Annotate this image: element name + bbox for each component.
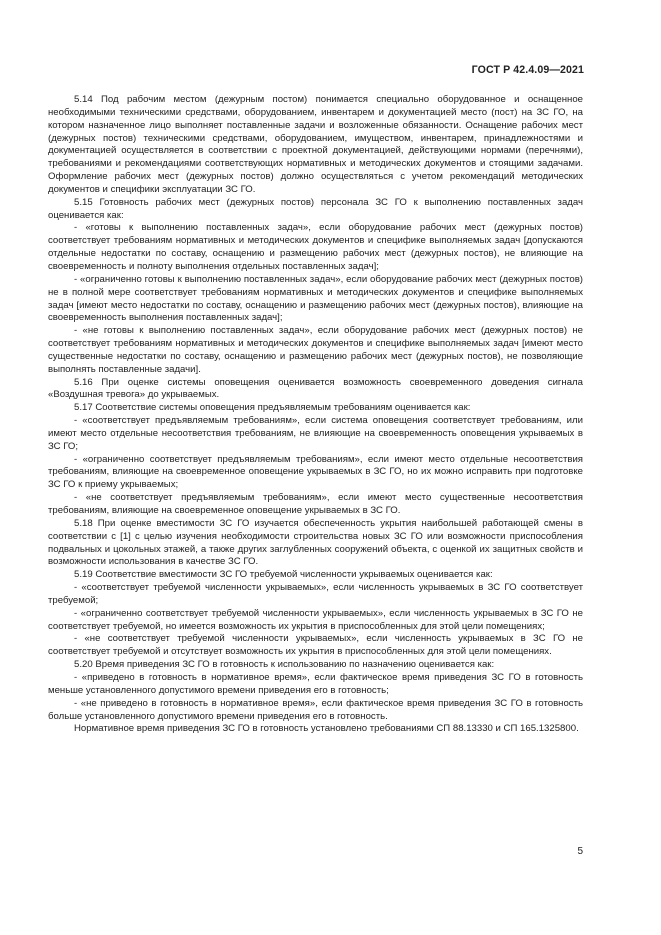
paragraph-normative-time: Нормативное время приведения ЗС ГО в готовность установлено требованиями СП 88.13330 и СП 165.1325800. — [74, 723, 579, 735]
list-item-time-late: - «не приведено в готовность в нормативное время», если фактическое время приведения ЗС ГО в готовность больше установленного допустимого времени приведения его в готовность. — [48, 697, 583, 722]
paragraph-5-19: 5.19 Соответствие вместимости ЗС ГО требуемой численности укрываемых оценивается как: — [74, 569, 493, 581]
list-item-alert-noncompliant: - «не соответствует предъявляемым требованиям», если имеют место существенные несоответствия требованиям, влияющие на своевременное оповещение укрываемых в ЗС ГО. — [48, 492, 583, 516]
document-body — [48, 94, 583, 736]
paragraph-5-17: 5.17 Соответствие системы оповещения предъявляемым требованиям оценивается как: — [74, 402, 471, 414]
list-item-capacity-limited: - «ограниченно соответствует требуемой численности укрываемых», если численность укрываемых в ЗС ГО не соответствует требуемой, но имеется возможность их укрытия в приспособленных для этой цели помещениях; — [48, 607, 583, 632]
paragraph-5-20: 5.20 Время приведения ЗС ГО в готовность к использованию по назначению оценивается как: — [74, 659, 495, 671]
list-item-capacity-noncompliant: - «не соответствует требуемой численности укрываемых», если численность укрываемых в ЗС ГО не соответствует требуемой и отсутствует возможность их укрытия в приспособленных для этой цели помещениях. — [48, 633, 583, 658]
list-item-capacity-compliant: - «соответствует требуемой численности укрываемых», если численность укрываемых в ЗС ГО соответствует требуемой; — [48, 582, 583, 606]
paragraph-5-16: 5.16 При оценке системы оповещения оценивается возможность своевременного доведения сигнала «Воздушная тревога» до укрываемых. — [48, 376, 583, 401]
list-item-alert-compliant: - «соответствует предъявляемым требованиям», если система оповещения соответствует требованиям, или имеют место отдельные несоответствия требованиям, не влияющие на своевременность оповещения укрываемых в ЗС ГО; — [48, 415, 583, 452]
page-number: 5 — [577, 846, 583, 857]
list-item-not-ready: - «не готовы к выполнению поставленных задач», если оборудование рабочих мест (дежурных постов) не соответствует требованиям нормативных и методических документов и специфике выполняемых задач [имеют место существенные недостатки по составу, оснащению и размещению рабочих мест (дежурных постов), не позволяющие выполнять поставленные задачи]. — [48, 325, 583, 375]
list-item-time-ok: - «приведено в готовность в нормативное время», если фактическое время приведения ЗС ГО в готовность меньше установленного допустимого времени приведения его в готовность; — [48, 671, 583, 696]
list-item-ready: - «готовы к выполнению поставленных задач», если оборудование рабочих мест (дежурных постов) соответствует требованиям нормативных и методических документов и специфике выполняемых задач [допускаются отдельные недостатки по составу, оснащению и размещению рабочих мест (дежурных постов), не влияющие на своевременность и полноту выполнения отдельных поставленных задач]; — [48, 222, 583, 272]
document-code-header: ГОСТ Р 42.4.09—2021 — [471, 64, 584, 76]
paragraph-5-14: 5.14 Под рабочим местом (дежурным постом) понимается специально оборудованное и оснащенное необходимыми техническими средствами, оборудованием, инвентарем и документацией место (пост) на ЗС ГО, на котором назначенное лицо выполняет поставленные задачи и возложенные обязанности. Оснащение рабочих мест (дежурных постов) техническими средствами, оборудованием, имуществом, инвентарем, принадлежностями и документацией осуществляется в соответствии с проектной документацией, действующими нормами (перечнями), требованиями и рекомендациями соответствующих нормативных и методических документов и стоящими задачами. Оформление рабочих мест (дежурных постов) должно осуществляться с учетом рекомендаций методических документов и специфики эксплуатации ЗС ГО. — [48, 94, 583, 195]
list-item-alert-limited: - «ограниченно соответствует предъявляемым требованиям», если имеют место отдельные несоответствия требованиям, влияющие на своевременное оповещение укрываемых в ЗС ГО, но их можно исправить при подготовке ЗС ГО к приему укрываемых; — [48, 453, 583, 491]
paragraph-5-15: 5.15 Готовность рабочих мест (дежурных постов) персонала ЗС ГО к выполнению поставленных задач оценивается как: — [48, 196, 583, 221]
paragraph-5-18: 5.18 При оценке вместимости ЗС ГО изучается обеспеченность укрытия наибольшей работающей смены в соответствии с [1] с целью изучения необходимости строительства новых ЗС ГО или возможности приспособления подвальных и цокольных этажей, а также других заглубленных сооружений объекта, с оценкой их защитных свойств и возможности использования в качестве ЗС ГО. — [48, 517, 583, 568]
list-item-limited-ready: - «ограниченно готовы к выполнению поставленных задач», если оборудование рабочих мест (дежурных постов) не в полной мере соответствует требованиям нормативных и методических документов и специфике выполняемых задач [имеют место недостатки по составу, оснащению и размещению рабочих мест (дежурных постов), влияющие на своевременность выполнения поставленных задач]; — [48, 273, 583, 324]
